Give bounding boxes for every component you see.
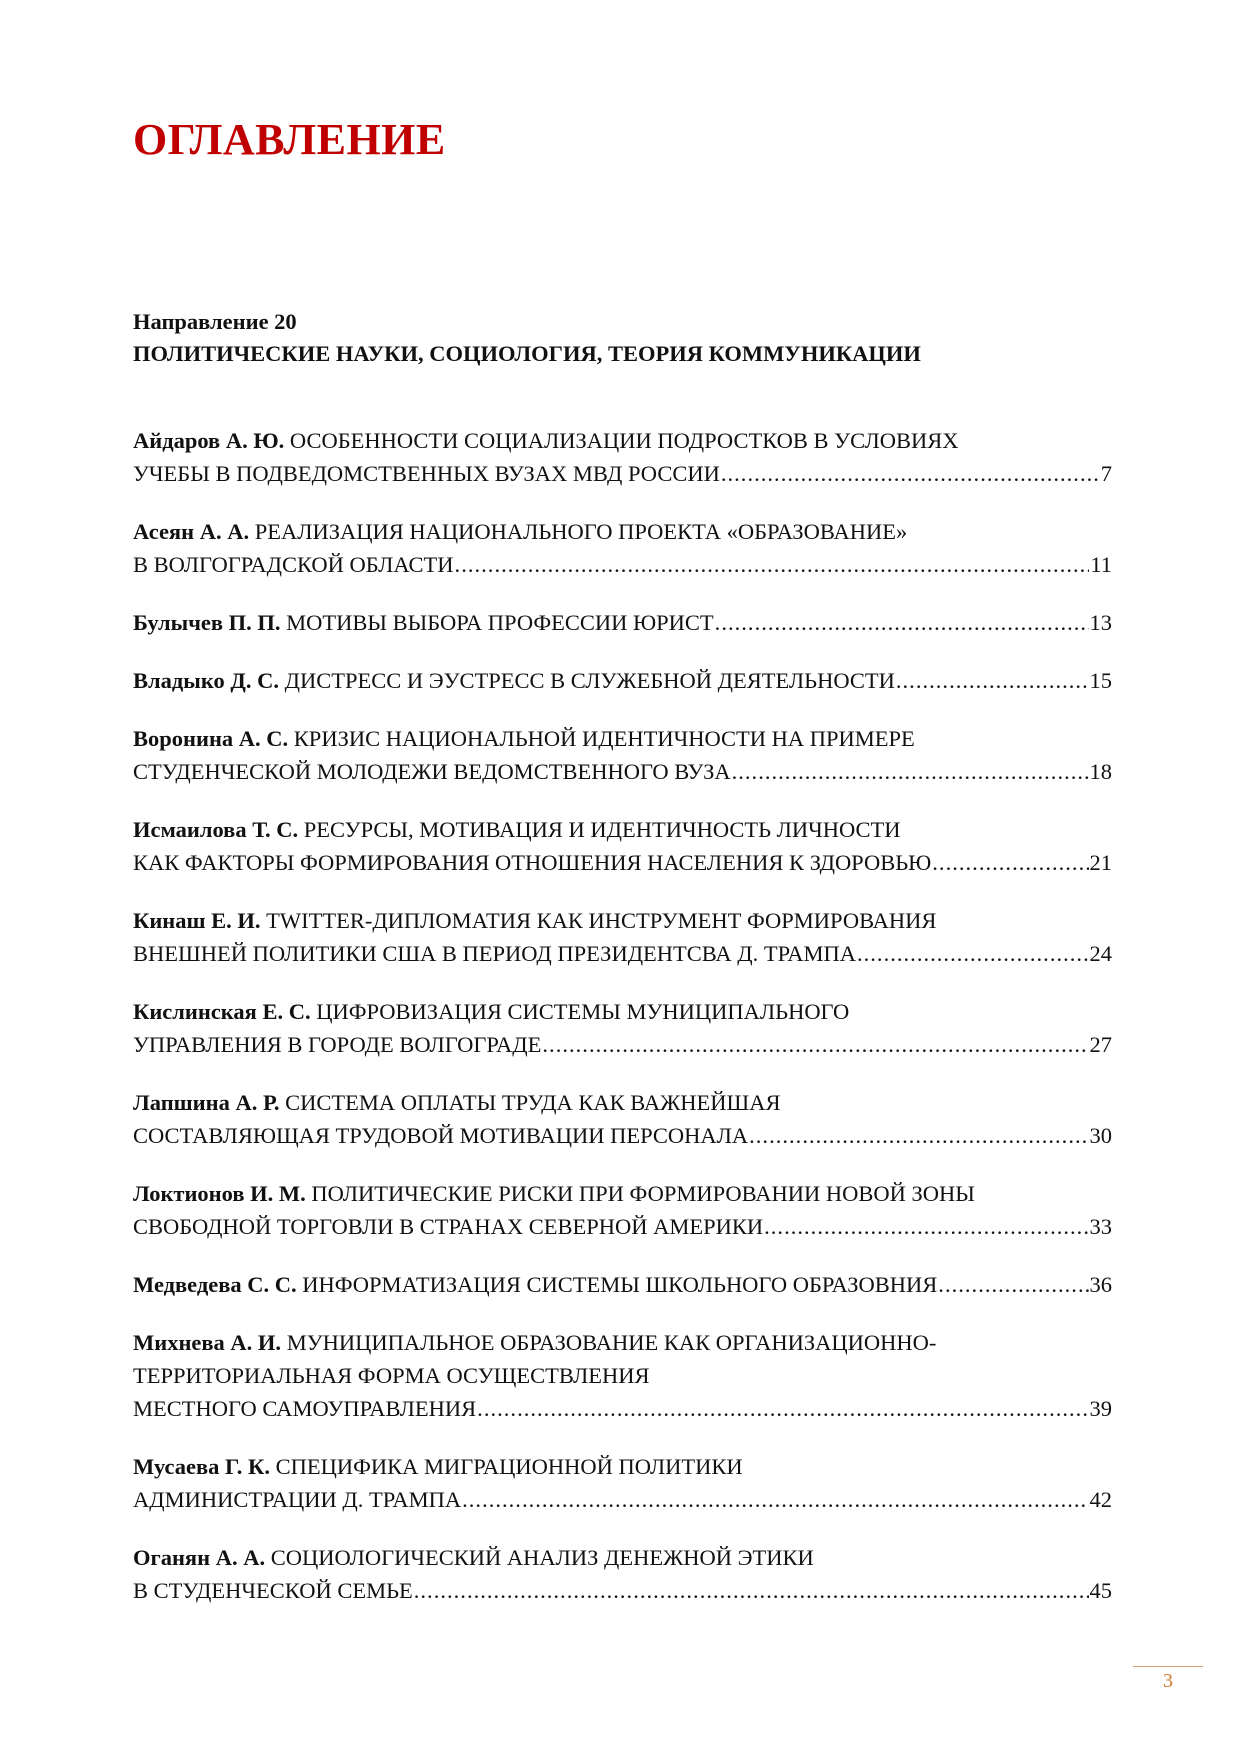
dot-leader xyxy=(732,755,1089,788)
dot-leader xyxy=(932,846,1088,879)
dot-leader xyxy=(938,1268,1088,1301)
toc-entry-text xyxy=(133,457,720,490)
dot-leader xyxy=(477,1392,1088,1425)
toc-entry-title: СТУДЕНЧЕСКОЙ МОЛОДЕЖИ ВЕДОМСТВЕННОГО ВУЗА xyxy=(133,759,731,784)
toc-entry-author: Владыко Д. С. xyxy=(133,668,279,693)
toc-entry-text xyxy=(133,1330,936,1355)
dot-leader xyxy=(749,1119,1088,1152)
toc-entry-author: Оганян А. А. xyxy=(133,1545,266,1570)
toc-entry[interactable] xyxy=(133,1541,1112,1607)
toc-entry-last-line xyxy=(133,755,1112,788)
toc-entry-title: ИНФОРМАТИЗАЦИЯ СИСТЕМЫ ШКОЛЬНОГО ОБРАЗОВНИЯ xyxy=(302,1272,938,1297)
section-direction: Направление 20 xyxy=(133,309,297,334)
dot-leader xyxy=(542,1028,1088,1061)
toc-entry-line xyxy=(133,1086,1112,1119)
toc-entry-text xyxy=(133,1090,780,1115)
toc-entry-line xyxy=(133,722,1112,755)
toc-entry-last-line xyxy=(133,1483,1112,1516)
toc-entry-line xyxy=(133,995,1112,1028)
toc-entry-line xyxy=(133,1326,1112,1359)
toc-entry[interactable] xyxy=(133,1450,1112,1516)
toc-entry-title: ЦИФРОВИЗАЦИЯ СИСТЕМЫ МУНИЦИПАЛЬНОГО xyxy=(316,999,850,1024)
toc-entry-author: Лапшина А. Р. xyxy=(133,1090,280,1115)
footer-divider xyxy=(1133,1666,1203,1667)
toc-entry-text xyxy=(133,908,936,933)
dot-leader xyxy=(715,606,1089,639)
toc-entry-line xyxy=(133,1177,1112,1210)
toc-entry-title: ВНЕШНЕЙ ПОЛИТИКИ США В ПЕРИОД ПРЕЗИДЕНТСВА Д. ТРАМПА xyxy=(133,941,856,966)
toc-entry[interactable] xyxy=(133,904,1112,970)
toc-entry-title: КАК ФАКТОРЫ ФОРМИРОВАНИЯ ОТНОШЕНИЯ НАСЕЛЕНИЯ К ЗДОРОВЬЮ xyxy=(133,850,932,875)
toc-entry-page-number: 39 xyxy=(1089,1396,1112,1421)
section-heading xyxy=(133,306,1113,370)
page-number: 3 xyxy=(1163,1670,1173,1692)
toc-entry-title: СОЦИОЛОГИЧЕСКИЙ АНАЛИЗ ДЕНЕЖНОЙ ЭТИКИ xyxy=(270,1545,814,1570)
toc-entry-text xyxy=(133,1028,541,1061)
toc-entry-author: Айдаров А. Ю. xyxy=(133,428,285,453)
toc-entry-title: В ВОЛГОГРАДСКОЙ ОБЛАСТИ xyxy=(133,552,454,577)
dot-leader xyxy=(462,1483,1088,1516)
toc-entry[interactable] xyxy=(133,1268,1112,1301)
toc-entry-text xyxy=(133,1454,743,1479)
section-name: ПОЛИТИЧЕСКИЕ НАУКИ, СОЦИОЛОГИЯ, ТЕОРИЯ КОММУНИКАЦИИ xyxy=(133,341,921,366)
toc-entry-title: РЕСУРСЫ, МОТИВАЦИЯ И ИДЕНТИЧНОСТЬ ЛИЧНОСТИ xyxy=(303,817,901,842)
toc-entry[interactable] xyxy=(133,664,1112,697)
toc-entry-title: УЧЕБЫ В ПОДВЕДОМСТВЕННЫХ ВУЗАХ МВД РОССИИ xyxy=(133,461,720,486)
toc-entry-page-number: 15 xyxy=(1089,668,1112,693)
toc-entry[interactable] xyxy=(133,722,1112,788)
toc-entry-last-line xyxy=(133,606,1112,639)
page-title: ОГЛАВЛЕНИЕ xyxy=(133,115,446,164)
toc-entry-last-line xyxy=(133,1574,1112,1607)
toc-entry-text xyxy=(133,519,907,544)
toc-entry-title: ДИСТРЕСС И ЭУСТРЕСС В СЛУЖЕБНОЙ ДЕЯТЕЛЬНОСТИ xyxy=(284,668,895,693)
toc-entry-title: МУНИЦИПАЛЬНОЕ ОБРАЗОВАНИЕ КАК ОРГАНИЗАЦИОННО- xyxy=(286,1330,937,1355)
toc-entry-text xyxy=(133,1574,413,1607)
toc-entry-last-line xyxy=(133,1392,1112,1425)
toc-entry-title: РЕАЛИЗАЦИЯ НАЦИОНАЛЬНОГО ПРОЕКТА «ОБРАЗОВАНИЕ» xyxy=(254,519,908,544)
toc-entry-page-number: 30 xyxy=(1089,1123,1112,1148)
toc-entry-page-number: 36 xyxy=(1089,1272,1112,1297)
toc-entry-page-number: 24 xyxy=(1089,941,1112,966)
toc-entry[interactable] xyxy=(133,424,1112,490)
toc-entry-line xyxy=(133,1450,1112,1483)
toc-entry-page-number: 21 xyxy=(1089,850,1112,875)
dot-leader xyxy=(721,457,1100,490)
toc-entry-author: Асеян А. А. xyxy=(133,519,250,544)
toc-entry-line xyxy=(133,1359,1112,1392)
toc-entry[interactable] xyxy=(133,1326,1112,1425)
toc-entry-author: Исмаилова Т. С. xyxy=(133,817,299,842)
toc-entry-author: Локтионов И. М. xyxy=(133,1181,306,1206)
toc-entry-last-line xyxy=(133,1119,1112,1152)
toc-entry-text xyxy=(133,1545,814,1570)
toc-entry-title: АДМИНИСТРАЦИИ Д. ТРАМПА xyxy=(133,1487,462,1512)
toc-entry-title: СПЕЦИФИКА МИГРАЦИОННОЙ ПОЛИТИКИ xyxy=(275,1454,743,1479)
toc-entry-author: Мусаева Г. К. xyxy=(133,1454,270,1479)
toc-entry-line xyxy=(133,904,1112,937)
toc-entry-title: КРИЗИС НАЦИОНАЛЬНОЙ ИДЕНТИЧНОСТИ НА ПРИМЕРЕ xyxy=(293,726,915,751)
toc-entry-last-line xyxy=(133,1268,1112,1301)
toc-entry-title: СИСТЕМА ОПЛАТЫ ТРУДА КАК ВАЖНЕЙШАЯ xyxy=(285,1090,781,1115)
toc-entry-page-number: 11 xyxy=(1090,552,1112,577)
toc-entry-title: МОТИВЫ ВЫБОРА ПРОФЕССИИ ЮРИСТ xyxy=(286,610,714,635)
toc-entry-line xyxy=(133,424,1112,457)
toc-entry-last-line xyxy=(133,1210,1112,1243)
toc-entry-title: TWITTER-ДИПЛОМАТИЯ КАК ИНСТРУМЕНТ ФОРМИРОВАНИЯ xyxy=(266,908,937,933)
toc-entry[interactable] xyxy=(133,995,1112,1061)
toc-entry-text xyxy=(133,1392,476,1425)
toc-entry-page-number: 45 xyxy=(1089,1578,1112,1603)
dot-leader xyxy=(764,1210,1088,1243)
toc-entry-title: В СТУДЕНЧЕСКОЙ СЕМЬЕ xyxy=(133,1578,413,1603)
toc-entry-title: УПРАВЛЕНИЯ В ГОРОДЕ ВОЛГОГРАДЕ xyxy=(133,1032,542,1057)
toc-entry-author: Кислинская Е. С. xyxy=(133,999,311,1024)
toc-entry-title: ТЕРРИТОРИАЛЬНАЯ ФОРМА ОСУЩЕСТВЛЕНИЯ xyxy=(133,1363,650,1388)
toc-entry-last-line xyxy=(133,1028,1112,1061)
toc-entry-text xyxy=(133,1181,975,1206)
toc-entry-line xyxy=(133,813,1112,846)
toc-entry-page-number: 13 xyxy=(1089,610,1112,635)
toc-entry-line xyxy=(133,515,1112,548)
toc-entry-text xyxy=(133,817,901,842)
toc-entry-text xyxy=(133,999,849,1024)
toc-entry-text xyxy=(133,937,856,970)
dot-leader xyxy=(455,548,1090,581)
toc-entry-author: Воронина А. С. xyxy=(133,726,289,751)
toc-entry[interactable] xyxy=(133,813,1112,879)
toc-entry-line xyxy=(133,1541,1112,1574)
dot-leader xyxy=(414,1574,1089,1607)
toc-entry-last-line xyxy=(133,846,1112,879)
toc-entry-author: Кинаш Е. И. xyxy=(133,908,261,933)
toc-entry-text xyxy=(133,1483,461,1516)
toc-entry[interactable] xyxy=(133,1177,1112,1243)
toc-entry-title: ОСОБЕННОСТИ СОЦИАЛИЗАЦИИ ПОДРОСТКОВ В УСЛОВИЯХ xyxy=(289,428,959,453)
toc-entry-title: ПОЛИТИЧЕСКИЕ РИСКИ ПРИ ФОРМИРОВАНИИ НОВОЙ ЗОНЫ xyxy=(311,1181,975,1206)
table-of-contents xyxy=(133,424,1112,1632)
toc-entry-text xyxy=(133,1268,937,1301)
toc-entry-text xyxy=(133,846,931,879)
toc-entry-title: СВОБОДНОЙ ТОРГОВЛИ В СТРАНАХ СЕВЕРНОЙ АМЕРИКИ xyxy=(133,1214,764,1239)
toc-entry-author: Михнева А. И. xyxy=(133,1330,282,1355)
toc-entry-title: СОСТАВЛЯЮЩАЯ ТРУДОВОЙ МОТИВАЦИИ ПЕРСОНАЛА xyxy=(133,1123,749,1148)
toc-entry[interactable] xyxy=(133,606,1112,639)
toc-entry[interactable] xyxy=(133,1086,1112,1152)
toc-entry-page-number: 42 xyxy=(1089,1487,1112,1512)
toc-entry-last-line xyxy=(133,664,1112,697)
dot-leader xyxy=(896,664,1089,697)
toc-entry-last-line xyxy=(133,937,1112,970)
toc-entry-text xyxy=(133,548,454,581)
toc-entry-text xyxy=(133,428,959,453)
toc-entry-text xyxy=(133,726,915,751)
toc-entry-page-number: 33 xyxy=(1089,1214,1112,1239)
toc-entry-author: Булычев П. П. xyxy=(133,610,281,635)
toc-entry-author: Медведева С. С. xyxy=(133,1272,297,1297)
toc-entry-text xyxy=(133,1210,763,1243)
toc-entry-text xyxy=(133,1363,650,1388)
toc-entry-page-number: 27 xyxy=(1089,1032,1112,1057)
dot-leader xyxy=(857,937,1089,970)
toc-entry-text xyxy=(133,664,895,697)
toc-entry-page-number: 18 xyxy=(1089,759,1112,784)
toc-entry-page-number: 7 xyxy=(1100,461,1112,486)
toc-entry-text xyxy=(133,1119,748,1152)
toc-entry-text xyxy=(133,606,714,639)
toc-entry-last-line xyxy=(133,457,1112,490)
toc-entry-text xyxy=(133,755,731,788)
toc-entry-title: МЕСТНОГО САМОУПРАВЛЕНИЯ xyxy=(133,1396,477,1421)
toc-entry-last-line xyxy=(133,548,1112,581)
toc-entry[interactable] xyxy=(133,515,1112,581)
